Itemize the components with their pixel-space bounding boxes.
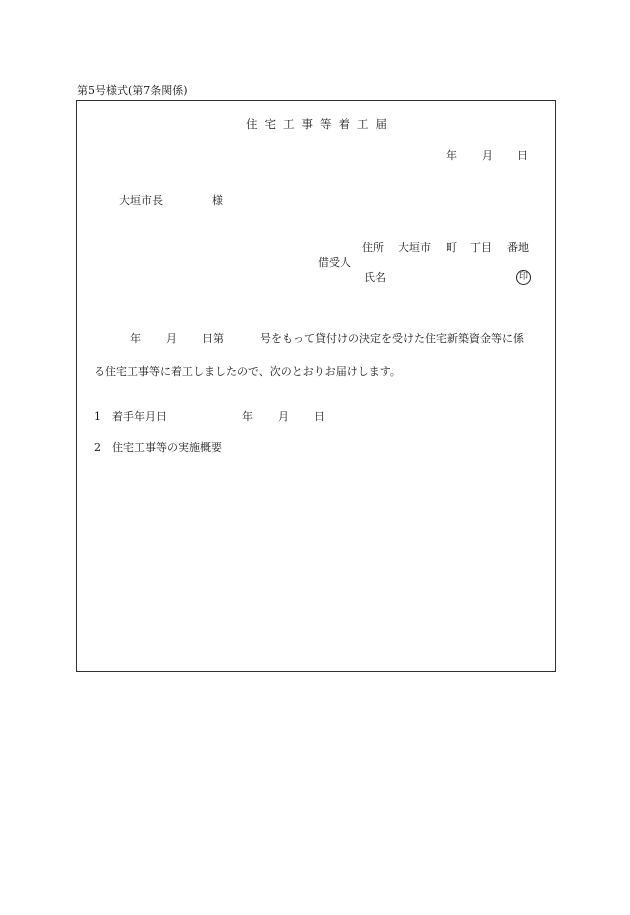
borrower-role-label: 借受人 [318, 256, 351, 269]
item-number: 1 [94, 410, 101, 423]
name-label: 氏名 [364, 271, 386, 284]
body-month: 月 [166, 332, 177, 345]
start-date-month: 月 [278, 410, 289, 423]
address-label: 住所 [362, 241, 384, 254]
item-label-start-date: 着手年月日 [112, 410, 167, 423]
item-number: 2 [94, 441, 101, 454]
date-day: 日 [517, 149, 528, 162]
form-number: 第5号様式(第7条関係) [77, 84, 188, 97]
addressee-honorific: 様 [212, 194, 223, 207]
body-text-line1: 号をもって貸付けの決定を受けた住宅新築資金等に係 [260, 332, 524, 345]
addressee-name: 大垣市長 [119, 194, 163, 207]
date-year: 年 [446, 149, 457, 162]
body-year: 年 [130, 332, 141, 345]
address-chome: 丁目 [470, 241, 492, 254]
document-title: 住宅工事等着工届 [246, 117, 394, 131]
address-town: 町 [446, 241, 457, 254]
item-label-work-overview: 住宅工事等の実施概要 [112, 441, 222, 454]
body-day-no: 日第 [202, 332, 224, 345]
address-city: 大垣市 [398, 241, 431, 254]
address-banchi: 番地 [507, 241, 529, 254]
start-date-day: 日 [314, 410, 325, 423]
form-frame [76, 100, 556, 672]
date-month: 月 [482, 149, 493, 162]
seal-mark: 印 [516, 270, 531, 285]
start-date-year: 年 [242, 410, 253, 423]
body-text-line2: る住宅工事等に着工しましたので、次のとおりお届けします。 [94, 365, 401, 378]
